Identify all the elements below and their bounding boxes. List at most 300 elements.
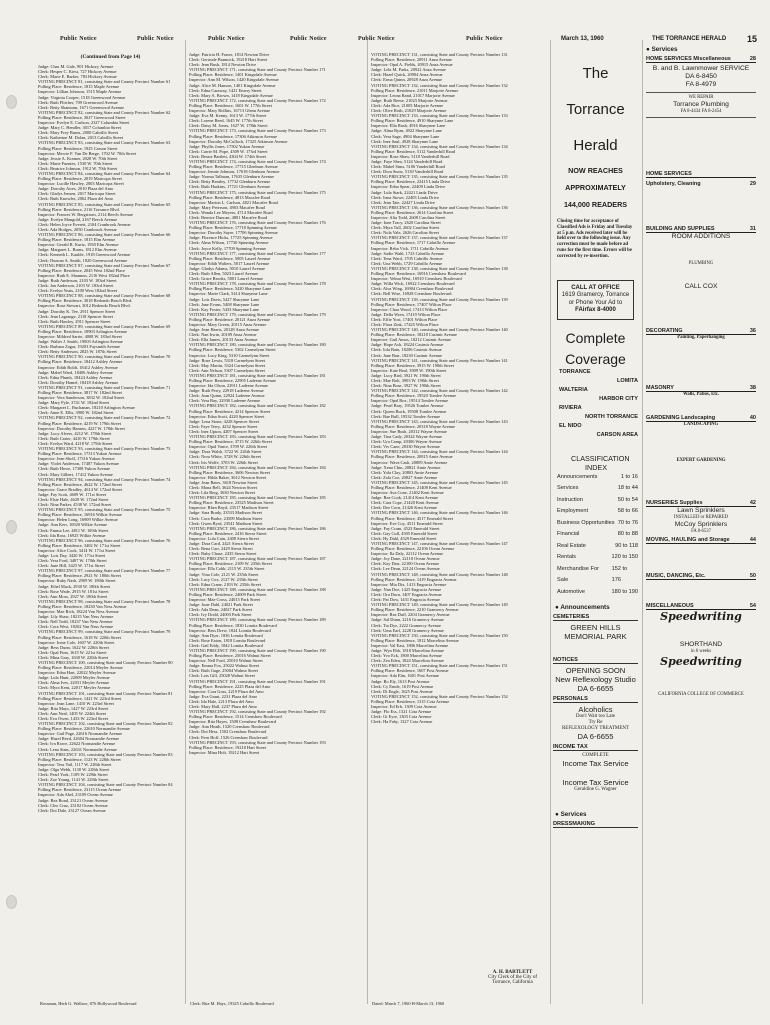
notice-line: Clerk: Hesper C. Kiest, 727 Hickory Avenue	[38, 69, 117, 75]
notice-line: Clerk: Elsie Hale, 4629 W. 172nd Street	[38, 496, 109, 502]
notice-line: Clerk: Grace Brooks, 5001 Laurel Avenue	[189, 276, 264, 282]
notice-line: Judge: Ione Tracy, 2620 Carolina Street	[371, 220, 441, 226]
category-misc	[646, 603, 756, 610]
notice-line: Polling Place: Residence, 3402 W. 171st Street	[38, 542, 121, 548]
notice-line: Clerk: Ora Dorn, 1407 Engracia Avenue	[371, 591, 442, 597]
notice-line: Judge: Sal Dunn, 2216 Gramercy Avenue	[371, 617, 444, 623]
notice-line: Clerk: Jan Anderson, 2103 W. 183rd Street	[38, 283, 114, 289]
notice-line: Polling Place: Residence, 1315 Cota Avenue	[371, 698, 450, 704]
notice-line: Judge: Mary Peterson, 4903 Macafee Road	[189, 204, 265, 210]
header-public-notice: Public Notice	[290, 36, 327, 42]
masthead-herald: Herald	[573, 137, 618, 154]
column-rule	[367, 40, 368, 1004]
notice-line: Judge: Flo Ess, 1321 Cota Avenue	[371, 709, 432, 715]
notice-line: Polling Place: Residence, 4214 Spencer Street	[189, 408, 271, 414]
index-row	[557, 495, 638, 507]
category-nurseries	[646, 500, 756, 507]
notice-line: Clerk: Betty Anderson, 2825 W. 187th Street	[38, 349, 117, 355]
notice-line: Inspector: Reba Vick, 1711 Cabrillo Avenue	[371, 245, 449, 251]
precinct-heading: VOTING PRECINCT 96, consisting State and County Precinct Number 76	[38, 537, 171, 543]
category-home-services-2	[646, 171, 756, 178]
notice-line: Polling Place: Residence, 5302 Carmelynn Street	[189, 347, 276, 353]
notice-line: Polling Place: Residence, 19520 Tomlee Avenue	[371, 393, 457, 399]
notice-line: Clerk: Mary Hall, 2237 Plaza del Amo	[189, 704, 257, 709]
income-complete: COMPLETE	[582, 753, 609, 759]
notice-line: Inspector: Ruth E. Shannon, 2116 West 182nd Place	[38, 272, 130, 278]
notice-line: Inspector: Ada Elm, 1601 Post Avenue	[371, 673, 439, 679]
index-range: 70 to 76	[617, 519, 638, 526]
category-building	[646, 226, 756, 233]
notice-line: Inspector: Edna Scott, 4220 Spencer Street	[189, 413, 265, 419]
notice-line: Clerk: Hazel Quick, 20904 Anza Avenue	[371, 72, 443, 78]
index-label: Announcements	[557, 473, 598, 480]
category-label: MOVING, HAULING and Storage	[646, 537, 730, 544]
notice-line: Clerk: Ada Rice, 21005 Marjorie Avenue	[371, 102, 444, 108]
notice-line: Judge: Wyn Ebb, 1818 Marcelina Avenue	[371, 647, 444, 653]
notice-line: Judge: Bess Dunn, 1622 W. 220th Street	[38, 644, 109, 650]
notice-line: Clerk: Ha Fahy, 1327 Cota Avenue	[371, 719, 433, 725]
precinct-heading: VOTING PRECINCT 90, consisting State and County Precinct Number 70	[38, 354, 171, 360]
notice-line: Inspector: Mia Dix, 1413 Engracia Avenue	[371, 581, 447, 587]
walls-patios: Walls, Patios, Etc.	[682, 392, 720, 398]
notice-line: Judge: Nan Doe, 1425 Engracia Avenue	[371, 586, 442, 592]
notice-line: Clerk: Vera Ford, 3407 W. 170th Street	[38, 558, 107, 564]
precinct-list	[371, 52, 548, 724]
notice-line: Judge: Dora Walsh, 3722 W. 226th Street	[189, 449, 262, 455]
notice-line: Judge: Lena Stone, 4228 Spencer Street	[189, 418, 259, 424]
notice-line: Inspector: Gerald R. Kurtz, 1930 Elm Avenue	[38, 242, 119, 248]
precinct-heading: VOTING PRECINCT 104, consisting State and County Precinct Number 84	[38, 782, 173, 788]
mccoy-phone: FA 8-6537	[691, 528, 711, 534]
notice-line: Judge: Gladys Adams, 5010 Laurel Avenue	[189, 265, 266, 271]
notice-line: Clerk: Di Engle, 1625 Post Avenue	[371, 688, 433, 694]
green-hills-ad: GREEN HILLS MEMORIAL PARK	[564, 623, 627, 642]
notice-line: Judge: Ruth Reese, 21023 Marjorie Avenue	[371, 97, 448, 103]
header-public-notice: Public Notice	[60, 36, 97, 42]
notice-line: Inspector: Marie Clark, 5414 Sharynne Lane	[189, 291, 268, 297]
notice-line: Inspector: Rhea Boyd, 23517 Madison Street	[189, 505, 269, 511]
notice-line: Judge: Ethel Mack, 2930 W. 180th Street	[38, 583, 111, 589]
notice-line: Polling Place: Residence, 16916 Crenshaw Boulevard	[371, 271, 466, 277]
notice-line: Clerk: Gail Eddy, 1842 Lomita Boulevard	[189, 642, 263, 648]
precinct-heading: VOTING PRECINCT 135, consisting State and County Precinct Number 135	[371, 174, 508, 180]
notice-line: Polling Place: Residence, 2210 Gramercy Avenue	[371, 607, 459, 613]
speedwriting-logo: Speedwriting	[660, 610, 742, 624]
notice-line: Polling Place: Residence, 18218 Casimir Avenue	[371, 332, 458, 338]
notice-line: Inspector: Alice Cook, 3414 W. 171st Street	[38, 547, 116, 553]
notice-line: Clerk: Mary Frey Burns, 2000 Cabrillo Street	[38, 130, 119, 136]
category-number: 42	[749, 500, 756, 507]
notice-line: Inspector: Edith Boldt, 18412 Ashley Avenue	[38, 364, 118, 370]
misc-ads-block	[646, 118, 756, 168]
category-number: 36	[749, 327, 756, 334]
notice-line: Judge: Alice M. Hanson, 1401 Kingsdale Avenue	[189, 82, 276, 88]
notice-line: Clerk: Mina Gray, 1630 W. 220th Street	[38, 654, 109, 660]
notice-line: Polling Place: Residence, 16916 Wilkie Avenue	[38, 512, 122, 518]
notice-line: Judge: Pearl Bray, 19526 Tomlee Avenue	[371, 403, 444, 409]
notice-line: Clerk: Ida Hale, 2213 Plaza del Amo	[189, 698, 254, 704]
notice-line: Clerk: Cora West, 18202 Van Ness Avenue	[38, 624, 114, 630]
category-label: GARDENING Landscaping	[646, 414, 716, 421]
notice-line: Judge: Dorothy Aires, 2010 Plaza del Amo	[38, 186, 114, 192]
notice-line: Clerk: Eva Owen, 1433 W. 223rd Street	[38, 716, 108, 721]
notice-line: Clerk: Nell Todd, 18237 Van Ness Avenue	[38, 619, 113, 625]
coverage-area: WALTERIA	[559, 386, 588, 393]
notice-line: Clerk: Ann Nelson, 5307 Carmelynn Street	[189, 367, 265, 373]
notice-line: Clerk: Pat Dow, 1431 Engracia Avenue	[371, 597, 440, 603]
notice-line: Polling Place: Residence, 2019 Maricopa Street	[38, 176, 122, 182]
notice-line: Polling Place: Residence, 22014 Meyler Avenue	[38, 665, 123, 671]
notice-line: Clerk: June Hill, 3425 W. 171st Street	[38, 563, 105, 569]
reflexology-studio: New Reflexology Studio	[555, 675, 636, 685]
notice-line: Clerk: Kay Darr, 22100 Ocean Avenue	[371, 561, 440, 567]
notice-line: Judge: Norma Tallman, 17635 Glenburn Avenue	[189, 174, 275, 180]
category-label: MISCELLANEOUS	[646, 603, 694, 610]
notice-line: Polling Place: Residence, 1925 Carson Street	[38, 145, 118, 151]
notice-line: Judge: Della Wren, 17419 Wilton Place	[371, 311, 441, 317]
precinct-heading: VOTING PRECINCT 171, consisting State and County Precinct Number 171	[189, 67, 326, 73]
precinct-heading: VOTING PRECINCT 98, consisting State and County Precinct Number 78	[38, 598, 171, 604]
category-label: DECORATING	[646, 327, 683, 334]
office-address: 1619 Gramercy, Torrance	[561, 292, 630, 299]
notice-line: Polling Place: Residence, 4910 Sharynne Lane	[371, 118, 454, 124]
punch-hole	[6, 95, 17, 109]
precinct-list	[189, 52, 365, 755]
notice-line: Inspector: Dorothy Sayre, 17706 Spinning Avenue	[189, 230, 278, 236]
call-at-office: CALL AT OFFICE	[571, 284, 620, 291]
notice-line: Clerk: Edna Plumb, 18424 Ashley Avenue	[38, 374, 113, 380]
notice-line: Clerk: Vera Sage, 4904 Sharynne Lane	[371, 133, 440, 139]
notice-line: Clerk: Jane Barr, 18230 Casimir Avenue	[371, 352, 442, 358]
notice-line: Polling Place: Residence, 17407 Wilton Place	[371, 301, 452, 307]
notice-line: Inspector: Mina Holt, 19212 Hart Street	[189, 749, 260, 755]
notice-line: Clerk: Gay Cull, 4505 Emerald Street	[371, 530, 438, 536]
notice-line: Polling Place: Residence, 22610 Normandie Avenue	[38, 726, 130, 732]
notice-line: Judge: Walter J. Smith, 19003 Arlington Avenue	[38, 339, 123, 345]
notice-line: Clerk: Ruth Knowles, 2062 Plaza del Amo	[38, 196, 113, 202]
index-label: Services	[557, 485, 579, 492]
signature-title: City Clerk of the City of Torrance, California	[487, 975, 538, 985]
notice-line: Clerk: Anne E. Ellis, 3900 W. 182nd Street	[38, 410, 114, 416]
precinct-heading: VOTING PRECINCT 188, consisting State and County Precinct Number 188	[189, 586, 326, 592]
california-college: CALIFORNIA COLLEGE OF COMMERCE	[658, 691, 744, 697]
mccoy-sprinklers: McCoy Sprinklers	[674, 520, 728, 528]
precinct-heading: VOTING PRECINCT 148, consisting State and County Precinct Number 148	[371, 571, 508, 577]
notice-line: Polling Place: Residence, 2045 West 182nd Place	[38, 267, 125, 273]
category-label: BUILDING AND SUPPLIES	[646, 226, 715, 233]
notice-line: Polling Place: Residence, 23115 Ocean Avenue	[38, 787, 122, 793]
notice-line: Polling Place: Residence, 1618 W. 220th Street	[38, 634, 121, 640]
precinct-heading: VOTING PRECINCT 89, consisting State and County Precinct Number 69	[38, 323, 171, 329]
notice-line: Clerk: Evelyn Ward, 4218 W. 179th Street	[38, 440, 113, 446]
category-number: 29	[749, 181, 756, 188]
precinct-heading: VOTING PRECINCT 178, consisting State and County Precinct Number 178	[189, 281, 326, 287]
notice-line: Clerk: Margaret L. Buchanan, 18210 Arlington Avenue	[38, 405, 135, 411]
index-range: 18 to 44	[617, 485, 638, 492]
notice-line: Clerk: Wanda Lee Meyers, 4714 Macafee Road	[189, 209, 273, 215]
coverage-area: LOMITA	[616, 377, 638, 384]
notice-line: Inspector: Edith Walters, 5017 Laurel Avenue	[189, 260, 270, 266]
coverage-areas	[559, 368, 638, 440]
plumbing-phones: FA 8-4434 FA 8-2454	[680, 108, 722, 114]
notice-line: Clerk: Betty Bentley, 17732 Glenburn Avenue	[189, 179, 271, 185]
notice-line: Clerk: Flora Zink, 17425 Wilton Place	[371, 321, 439, 327]
notice-line: Polling Place: Residence, 3817 W. 182nd Street	[38, 390, 122, 395]
notice-line: Inspector: Clara Wood, 17413 Wilton Place	[371, 306, 448, 312]
complete-heading: Complete	[565, 329, 626, 346]
notice-line: Clerk: Erma Quinn, 20928 Anza Avenue	[371, 77, 443, 83]
notice-line: Inspector: Dorothy Hansen, 4227 W. 178th Street	[38, 425, 125, 431]
category-number: 40	[749, 414, 756, 421]
signature-block	[480, 970, 545, 985]
notice-line: Inspector: Mary Green, 20115 Anza Avenue	[189, 321, 267, 327]
notice-line: Inspector: Helen Long, 16909 Wilkie Avenue	[38, 517, 118, 523]
notice-line: Judge: Joy Dane, 22118 Ocean Avenue	[371, 556, 440, 562]
precinct-heading: VOTING PRECINCT 84, consisting State and County Precinct Number 64	[38, 170, 171, 176]
plumbing-label: PLUMBING	[688, 261, 714, 267]
notice-line: Clerk: Daisy M. Jones, 1627 W. 178th Street	[189, 123, 268, 129]
index-label: Merchandise For Sale	[557, 565, 599, 584]
precinct-heading: VOTING PRECINCT 179, consisting State and County Precinct Number 179	[189, 311, 326, 317]
category-number: 54	[749, 603, 756, 610]
notice-line: Clerk: Zoe Young, 1141 W. 228th Street	[38, 777, 109, 783]
notice-line: Clerk: Rae Bull, 19532 Tomlee Avenue	[371, 413, 441, 419]
precinct-heading: VOTING PRECINCT 189, consisting State and County Precinct Number 189	[189, 617, 326, 623]
notice-line: Clerk: Ura Camp, 20306 Wayne Avenue	[371, 439, 442, 445]
notice-line: Inspector: Velma West, 16910 Crenshaw Boulevard	[371, 276, 462, 282]
coverage-area: HARBOR CITY	[599, 395, 638, 402]
notice-line: Inspector: Mildred Sarrie, 4008 W. 183rd Street	[38, 333, 122, 339]
category-label: HOME SERVICES Miscellaneous	[646, 56, 731, 62]
index-label: Automotive	[557, 588, 585, 595]
notice-line: Polling Place: Residence, 21408 Kent Avenue	[371, 484, 452, 490]
notice-line: Inspector: Jean Sholl, 17316 Yukon Avenue	[38, 456, 115, 462]
precinct-heading: VOTING PRECINCT 133, consisting State and County Precinct Number 133	[371, 113, 508, 119]
precinct-list	[38, 64, 183, 813]
notice-line: Clerk: Joan Quinn, 22924 Ladeene Avenue	[189, 393, 265, 399]
precinct-heading: VOTING PRECINCT 181, consisting State and County Precinct Number 181	[189, 372, 326, 378]
notice-line: Judge: Bo Ely, 1613 Post Avenue	[371, 678, 430, 684]
notice-line: Judge: Lois Davis, 5427 Sharynne Lane	[189, 296, 260, 302]
precinct-heading: VOTING PRECINCT 152, consisting State and County Precinct Number 152	[371, 693, 508, 699]
notice-line: Inspector: Mercie F. Van De Berge, 1702 W. 70th Street	[38, 150, 137, 156]
services-ads-column	[646, 46, 756, 698]
notice-line: Judge: Bea Bond, 23121 Ocean Avenue	[38, 797, 108, 803]
notice-line: Judge: Willa Wick, 16922 Crenshaw Boulevard	[371, 281, 455, 287]
notice-line: Inspector: Lola Cain, 2408 Sierra Street	[189, 535, 259, 541]
precinct-heading: VOTING PRECINCT 140, consisting State and County Precinct Number 140	[371, 327, 508, 333]
notice-line: Judge: Fay Scott, 4609 W. 171st Street	[38, 491, 107, 497]
notice-line: Judge: Eva M. Kenny, 1613 W. 177th Street	[189, 113, 267, 119]
notice-line: Clerk: Bernice Duncan, 4801 Macafee Road	[189, 215, 268, 220]
notice-column-2	[189, 52, 365, 1000]
index-row	[557, 472, 638, 484]
notice-line: Inspector: Rita Hayes, 1508 Crenshaw Boulevard	[189, 719, 277, 725]
notice-line: Clerk: Nina Bose, 3927 W. 190th Street	[371, 383, 441, 389]
notice-line: Clerk: Alma Wilson, 17730 Spinning Avenue	[189, 240, 269, 246]
category-label: HOME SERVICES	[646, 171, 692, 178]
notice-line: Clerk: Zea Eden, 1824 Marcelina Avenue	[371, 658, 444, 664]
notice-line: Inspector: Opal Box, 19514 Tomlee Avenue	[371, 398, 449, 404]
notice-line: Judge: Ruth Anderson, 2103 W. 183rd Street	[38, 277, 117, 283]
notice-line: Judge: Lucy Bird, 3921 W. 190th Street	[371, 372, 441, 378]
category-number: 28	[749, 56, 756, 62]
coverage-area: NORTH TORRANCE	[584, 413, 638, 420]
notice-line: Polling Place: Residence, 1830 Lomita Boulevard	[189, 622, 277, 628]
notice-line: Clerk: Ruth Howe, 17308 Yukon Avenue	[38, 466, 110, 472]
header-paper-name: THE TORRANCE HERALD	[652, 36, 727, 42]
notice-line: Polling Place: Residence, 18412 Ashley Avenue	[38, 359, 123, 365]
notice-line: Polling Place: Residence, 1815 Maple Avenue	[38, 84, 120, 90]
notice-line: Judge: Eva Grant, 2231 Plaza del Amo	[189, 693, 258, 699]
coverage-area: TORRANCE	[559, 368, 591, 375]
notice-line: Judge: Mary Pyle, 3741 W. 182nd Street	[38, 400, 110, 406]
index-range: 180 to 190	[611, 588, 638, 595]
notice-line: Clerk: Bell Wise, 16928 Crenshaw Boulevard	[371, 291, 452, 297]
closing-note: Closing time for acceptance of Classified Ads is Friday and Tuesday at 5 p.m. Ads received later will be held over to the following issue. Any correction must be made before ad runs for the first time. Errors will be corrected by re-insertion.	[557, 219, 633, 259]
coverage-area: CARSON AREA	[596, 431, 638, 438]
notice-line: Polling Place: Residence, 23525 Madison Street	[189, 500, 274, 506]
notice-line: Clerk: Hy Dahl, 4529 Emerald Street	[371, 535, 437, 541]
cemeteries-bar: CEMETERIES	[553, 614, 638, 621]
notice-line: Clerk: Cara Cope, 21420 Kent Avenue	[371, 500, 439, 506]
precinct-heading: VOTING PRECINCT 150, consisting State and County Precinct Number 150	[371, 632, 508, 638]
category-gardening	[646, 415, 756, 422]
notice-line: Clerk: Lois Gill, 25028 Walnut Street	[189, 673, 255, 679]
notice-line: Clerk: Ella James, 20133 Anza Avenue	[189, 337, 258, 343]
index-range: 152 to 176	[611, 565, 628, 584]
notice-line: Clerk: Gi Eyre, 1303 Cota Avenue	[371, 714, 432, 720]
notice-line: Judge: Mabel Ward, 18406 Ashley Avenue	[38, 369, 113, 375]
header-date: March 13, 1960	[561, 36, 604, 42]
notice-line: Inspector: Grace Bradley, 4614 W. 172nd Street	[38, 486, 123, 492]
notice-line: Clerk: Edna Caraway, 1421 Emery Street	[189, 87, 262, 93]
index-range: 80 to 88	[617, 531, 638, 538]
precinct-heading: VOTING PRECINCT 81, consisting State and County Precinct Number 61	[38, 79, 171, 85]
notice-line: Inspector: Edna Hart, 22022 Meyler Avenue	[38, 670, 116, 676]
notice-line: Clerk: Cy Emde, 1619 Post Avenue	[371, 683, 434, 689]
announcements-label: Announcements	[560, 604, 610, 612]
notice-line: Polling Place: Residence, 1514 Crenshaw Boulevard	[189, 714, 282, 720]
precinct-heading: VOTING PRECINCT 136, consisting State and County Precinct Number 136	[371, 204, 508, 210]
notice-column-3	[371, 52, 548, 964]
notice-line: Clerk: Vera Ray, 22930 Ladeene Avenue	[189, 398, 261, 404]
notice-line: Clerk: Ann Neal, 1405 W. 224th Street	[38, 710, 107, 716]
category-number: 50	[749, 573, 756, 580]
notice-line: Judge: Lucy Alvers, 4212 W. 178th Street	[38, 430, 112, 436]
notice-line: Clerk: Rose Wade, 2915 W. 181st Street	[38, 588, 109, 594]
notice-line: Judge: Emma Fox, 25022 Walnut Street	[189, 663, 260, 669]
classified-masthead-column	[553, 46, 638, 830]
notice-line: Judge: Lela M. Parks, 20922 Anza Avenue	[371, 67, 446, 73]
notice-line: Inspector: Ruby Nash, 2909 W. 180th Street	[38, 578, 116, 584]
notice-line: Judge: Florence Hicks, 17725 Spinning Avenue	[189, 235, 273, 241]
precinct-heading: VOTING PRECINCT 151, consisting State and County Precinct Number 151	[371, 663, 508, 669]
notice-line: Judge: Phyllis Jones, 17502 Yukon Avenue	[189, 143, 265, 149]
notice-line: Clerk: Ruby Chase, 2435 Sierra Street	[189, 551, 257, 557]
notice-line: Inspector: Lucy King, 5310 Carmelynn Street	[189, 352, 270, 358]
notice-line: Clerk: Ruth Gage, 25004 Walnut Street	[189, 668, 259, 674]
notice-line: Inspector: Ida Olson, 22911 Ladeene Avenue	[189, 383, 269, 389]
notice-line: Clerk: Ruth Flitcher, 709 Greenwood Avenue	[38, 99, 118, 105]
category-masonry	[646, 385, 756, 392]
notice-line: Judge: Lula Hunt, 22009 Meyler Avenue	[38, 675, 110, 681]
notice-line: Clerk: Cleo Cruz, 23102 Ocean Avenue	[38, 802, 108, 808]
category-number: 31	[749, 226, 756, 233]
precinct-heading: VOTING PRECINCT 94, consisting State and County Precinct Number 74	[38, 476, 171, 482]
speedwriting-logo-2: Speedwriting	[660, 654, 742, 668]
notice-line: Clerk: Alma Ives, 22031 Meyler Avenue	[38, 680, 110, 686]
notices-bar: NOTICES	[553, 657, 638, 664]
precinct-heading: VOTING PRECINCT 88, consisting State and County Precinct Number 68	[38, 293, 171, 299]
notice-line: Polling Place: Residence, 3915 W. 190th Street	[371, 362, 454, 368]
notice-line: Polling Place: Residence, 2225 Plaza del Amo	[189, 683, 271, 689]
income-tax-service-2: Income Tax Service	[562, 778, 629, 788]
coverage-area: RIVIERA	[559, 404, 582, 411]
index-row	[557, 541, 638, 553]
notice-line: Clerk: Gladys Jensen, 2017 Maricopa Street	[38, 191, 116, 197]
column-rule	[642, 40, 643, 1004]
precinct-heading: VOTING PRECINCT 149, consisting State and County Precinct Number 149	[371, 602, 508, 608]
category-number: 44	[749, 537, 756, 544]
notice-line: Judge: Patricia H. Fraser, 1814 Newton Drive	[189, 52, 270, 57]
precinct-heading: VOTING PRECINCT 173, consisting State and County Precinct Number 173	[189, 128, 326, 134]
notice-line: Judge: Lily Shaw, 18215 Van Ness Avenue	[38, 614, 114, 620]
notice-line: Clerk: Ada Dean, 24027 Park Street	[189, 607, 253, 613]
notice-line: Polling Place: Residence, 1812 Marcelina Avenue	[371, 637, 459, 643]
notice-line: Judge: Hope Ash, 18224 Casimir Avenue	[371, 342, 444, 348]
notice-line: Clerk: Marie E. Barker, 783 Hickory Avenue	[38, 74, 117, 80]
index-label: Rentals	[557, 554, 576, 561]
precinct-heading: VOTING PRECINCT 180, consisting State and County Precinct Number 180	[189, 342, 326, 348]
notice-line: Clerk: Jean Tate, 22427 Linda Drive	[371, 199, 435, 205]
notice-line: Inspector: Jean Lane, 1410 W. 223rd Street	[38, 700, 114, 706]
header-public-notice: Public Notice	[137, 36, 174, 42]
notice-line: Clerk: Opal Finn, 1615 W. 221st Street	[38, 649, 107, 655]
notice-line: Clerk: Yvo Eck, 1800 Marcelina Avenue	[371, 653, 443, 659]
notice-line: Clerk: Evelyn Yeats, 2100 West 182nd Street	[38, 288, 118, 294]
call-cox: CALL COX	[684, 282, 718, 290]
notice-line: Clerk: Lorene Reed, 1645 W. 177th Street	[189, 118, 263, 124]
room-additions: ROOM ADDITIONS	[671, 233, 731, 241]
notice-line: Clerk: Helen Joyce Everett, 2104 Cranbrook Avenue	[38, 221, 131, 227]
precinct-heading: VOTING PRECINCT 97, consisting State and County Precinct Number 77	[38, 568, 171, 574]
notice-line: Inspector: Marion L. Carlson, 4821 Macafee Road	[189, 199, 278, 205]
notice-line: Clerk: Ruth Carter, 4410 W. 179th Street	[38, 435, 110, 441]
lawnmower-title: B. and B. Lawnmower SERVICE	[652, 65, 750, 72]
index-range: 50 to 54	[617, 496, 638, 503]
notice-line: Judge: Rita Mays, 1427 W. 223rd Street	[38, 705, 109, 711]
notice-line: Clerk: Betty Shantonn, 1671 Greenwood Avenue	[38, 104, 125, 110]
notice-line: Judge: Ann Kerr, 16920 Wilkie Avenue	[38, 522, 107, 528]
notice-line: Inspector: Lillian Johnson, 1515 Maple Avenue	[38, 89, 122, 95]
category-label: NURSERIES Supplies	[646, 500, 703, 507]
expert-gardening: EXPERT GARDENING	[676, 457, 726, 463]
notice-line: Polling Place: Residence, 17306 Atkinson Avenue	[189, 133, 277, 139]
precinct-heading: VOTING PRECINCT 185, consisting State and County Precinct Number 185	[189, 495, 326, 501]
notice-line: Clerk: Duncan A. Smith, 1820 Greenwood Avenue	[38, 257, 128, 263]
notice-line: Inspector: Gail Page, 22616 Normandie Avenue	[38, 731, 123, 737]
notice-line: Inspector: Edna Spear, 22409 Linda Drive	[371, 184, 446, 190]
index-label: Financial	[557, 531, 580, 538]
notice-line: Inspector: Hilda Baker, 3612 Newton Street	[189, 474, 267, 480]
notice-line: Polling Place: Residence, 1419 Engracia Avenue	[371, 576, 457, 582]
dressmaking-bar: DRESSMAKING	[553, 821, 638, 828]
notice-line: Clerk: Lila Berg, 3630 Newton Street	[189, 490, 256, 496]
notice-line: Judge: Olga Webb, 1130 W. 228th Street	[38, 766, 110, 772]
notice-line: Judge: Xena Chin, 20821 Amie Avenue	[371, 464, 441, 470]
notice-line: Inspector: Kate Beal, 3909 W. 190th Street	[371, 367, 447, 373]
